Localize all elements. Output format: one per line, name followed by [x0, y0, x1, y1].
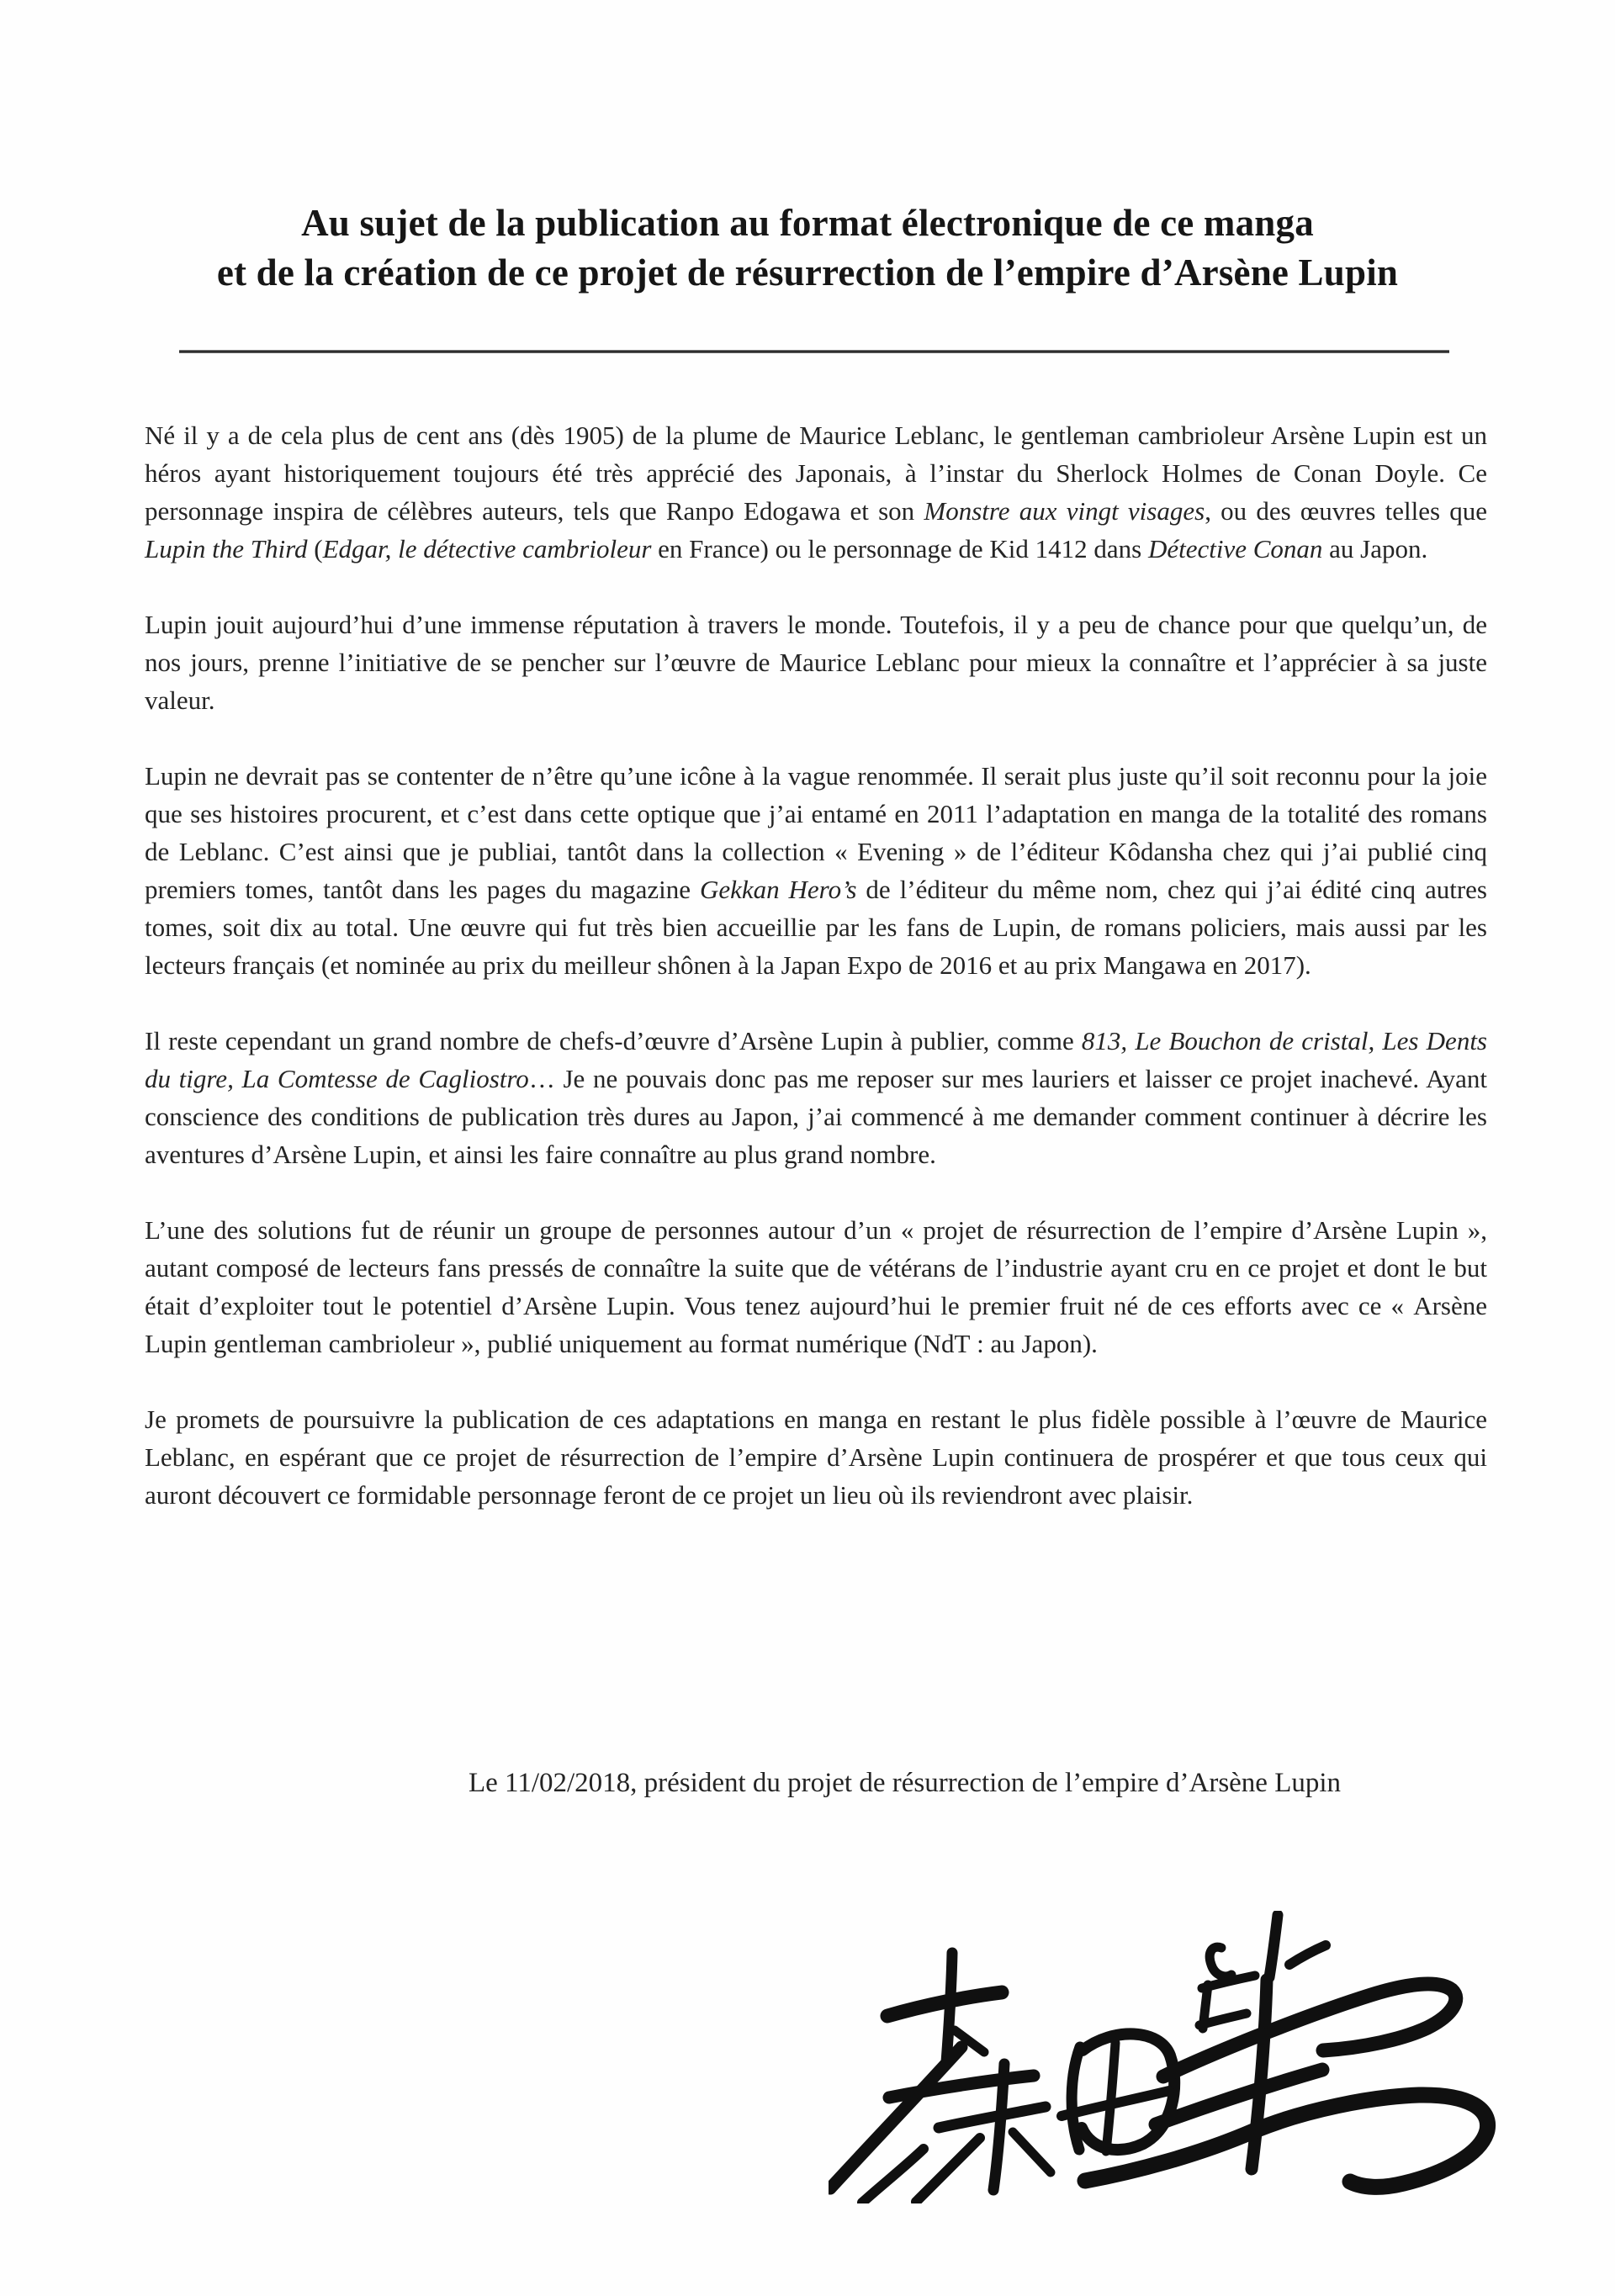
italic-text-run: Edgar, le détective cambrioleur	[322, 534, 652, 563]
text-run: L’une des solutions fut de réunir un groupe de personnes autour d’un « projet de résurrection de l’empire d’Arsène Lupin », autant composé de lecteurs fans pressés de connaître la suite que de vétérans de l’industrie ayant cru en ce projet et dont le but était d’exploiter tout le potentiel d’Arsène Lupin. Vous tenez aujourd’hui le premier fruit né de ces efforts avec ce « Arsène Lupin gentleman cambrioleur », publié uniquement au format numérique (NdT : au Japon).	[145, 1215, 1487, 1358]
paragraph	[145, 606, 1487, 719]
signature-calligraphy	[829, 1911, 1514, 2203]
text-run: … Je ne pouvais donc pas me reposer sur mes lauriers et laisser ce projet inachevé. Ayant conscience des conditions de publication très dures au Japon, j’ai commencé à me demander comment continuer à décrire les aventures d’Arsène Lupin, et ainsi les faire connaître au plus grand nombre.	[145, 1064, 1487, 1169]
horizontal-divider	[179, 350, 1449, 353]
text-run: , ou des œuvres telles que	[1205, 496, 1487, 526]
text-run: en France) ou le personnage de Kid 1412 dans	[651, 534, 1148, 563]
text-run: Né il y a de cela plus de cent ans (dès 1905) de la plume de Maurice Leblanc, le gentleman cambrioleur Arsène Lupin est un héros ayant historiquement toujours été très apprécié des Japonais, à l’instar du Sherlock Holmes de Conan Doyle. Ce personnage inspira de célèbres auteurs, tels que Ranpo Edogawa et son	[145, 421, 1487, 526]
italic-text-run: Monstre aux vingt visages	[924, 496, 1205, 526]
text-run: Je promets de poursuivre la publication de ces adaptations en manga en restant le plus fidèle possible à l’œuvre de Maurice Leblanc, en espérant que ce projet de résurrection de l’empire d’Arsène Lupin continuera de prospérer et que tous ceux qui auront découvert ce formidable personnage feront de ce projet un lieu où ils reviendront avec plaisir.	[145, 1405, 1487, 1510]
italic-text-run: Détective Conan	[1147, 534, 1323, 563]
italic-text-run: 813, Le Bouchon de cristal, Les Dents du tigre, La Comtesse de Cagliostro	[145, 1026, 1487, 1093]
paragraph	[145, 1400, 1487, 1514]
paragraph	[145, 1211, 1487, 1362]
paragraph	[145, 416, 1487, 568]
paragraph	[145, 1022, 1487, 1173]
title-line-1: Au sujet de la publication au format électronique de ce manga	[301, 202, 1314, 244]
text-run: au Japon.	[1322, 534, 1428, 563]
title-line-2: et de la création de ce projet de résurrection de l’empire d’Arsène Lupin	[216, 251, 1399, 294]
text-run: (	[307, 534, 323, 563]
italic-text-run: Gekkan Hero’s	[699, 875, 857, 904]
italic-text-run: Lupin the Third	[145, 534, 308, 563]
paragraph	[145, 757, 1487, 984]
date-signature-line: Le 11/02/2018, président du projet de résurrection de l’empire d’Arsène Lupin	[469, 1768, 1342, 1798]
text-run: Il reste cependant un grand nombre de chefs-d’œuvre d’Arsène Lupin à publier, comme	[145, 1026, 1082, 1055]
text-run: Lupin jouit aujourd’hui d’une immense réputation à travers le monde. Toutefois, il y a peu de chance pour que quelqu’un, de nos jours, prenne l’initiative de se pencher sur l’œuvre de Maurice Leblanc pour mieux la connaître et l’apprécier à sa juste valeur.	[145, 610, 1487, 715]
text-run: Lupin ne devrait pas se contenter de n’être qu’une icône à la vague renommée. Il serait plus juste qu’il soit reconnu pour la joie que ses histoires procurent, et c’est dans cette optique que j’ai entamé en 2011 l’adaptation en manga de la totalité des romans de Leblanc. C’est ainsi que je publiai, tantôt dans la collection « Evening » de l’éditeur Kôdansha chez qui j’ai publié cinq premiers tomes, tantôt dans les pages du magazine	[145, 761, 1487, 904]
body-paragraphs	[145, 416, 1487, 1514]
page-title	[0, 0, 1615, 298]
signature-kanji-icon	[829, 1911, 1514, 2203]
text-run: de l’éditeur du même nom, chez qui j’ai édité cinq autres tomes, soit dix au total. Une œuvre qui fut très bien accueillie par les fans de Lupin, de romans policiers, mais aussi par les lecteurs français (et nominée au prix du meilleur shônen à la Japan Expo de 2016 et au prix Mangawa en 2017).	[145, 875, 1487, 980]
